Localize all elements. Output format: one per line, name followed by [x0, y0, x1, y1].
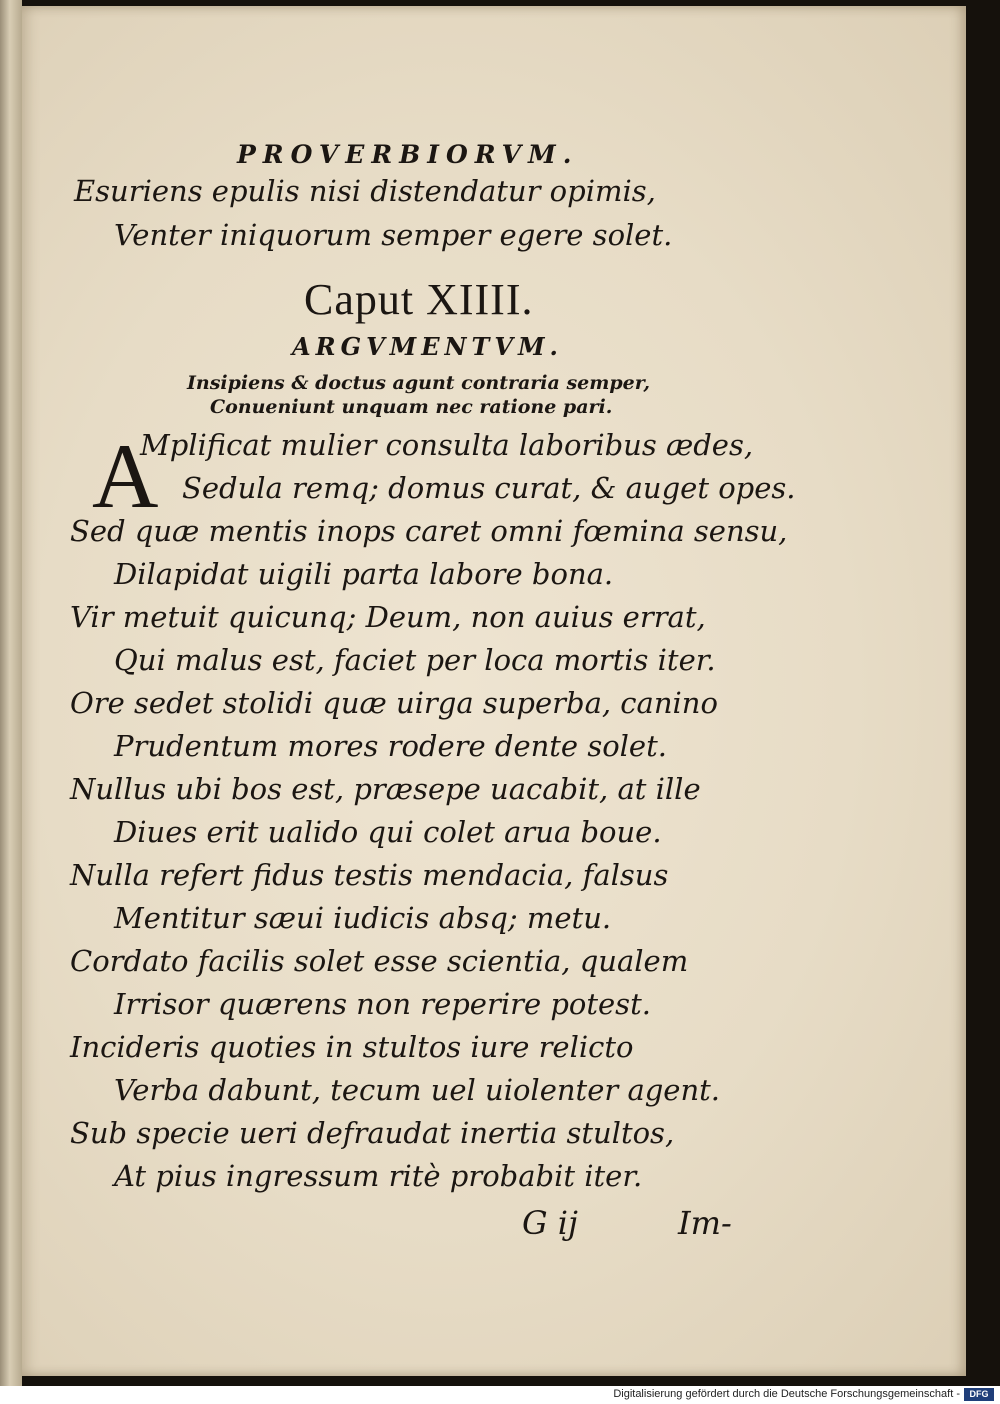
verse-line: Qui malus est, faciet per loca mortis iter. — [114, 643, 716, 677]
argumentum-line: Insipiens & doctus agunt contraria semper, — [187, 372, 650, 394]
verse-line: Sub specie ueri defraudat inertia stultos, — [70, 1116, 675, 1150]
verse-line: Sedula remq; domus curat, & auget opes. — [182, 471, 796, 505]
verse-line: Esuriens epulis nisi distendatur opimis, — [74, 174, 656, 208]
catchword: Im- — [678, 1204, 732, 1242]
binding-edge — [0, 0, 22, 1386]
argumentum-line: Conueniunt unquam nec ratione pari. — [210, 396, 613, 418]
verse-line: Verba dabunt, tecum uel uiolenter agent. — [114, 1073, 721, 1107]
verse-line: Prudentum mores rodere dente solet. — [114, 729, 667, 763]
verse-line: At pius ingressum ritè probabit iter. — [114, 1159, 643, 1193]
verse-line: Incideris quoties in stultos iure relicto — [70, 1030, 634, 1064]
verse-line: Nullus ubi bos est, præsepe uacabit, at ille — [70, 772, 701, 806]
signature-mark: G ij — [522, 1204, 578, 1242]
verse-line: Venter iniquorum semper egere solet. — [114, 218, 673, 252]
drop-cap: A — [92, 425, 159, 527]
footer-credit: Digitalisierung gefördert durch die Deutsche Forschungsgemeinschaft - — [613, 1388, 960, 1400]
argumentum-heading: ARGVMENTVM. — [292, 332, 563, 361]
verse-line: Vir metuit quicunq; Deum, non auius errat, — [70, 600, 706, 634]
verse-line: Mentitur sæui iudicis absq; metu. — [114, 901, 612, 935]
verse-line: Irrisor quærens non reperire potest. — [114, 987, 651, 1021]
verse-line: Dilapidat uigili parta labore bona. — [114, 557, 614, 591]
verse-line: Sed quæ mentis inops caret omni fœmina sensu, — [70, 514, 788, 548]
dfg-logo: DFG — [964, 1388, 994, 1401]
chapter-title: Caput XIIII. — [304, 275, 534, 324]
running-head: PROVERBIORVM. — [237, 140, 579, 169]
verse-line: Diues erit ualido qui colet arua boue. — [114, 815, 662, 849]
verse-line: Mplificat mulier consulta laboribus ædes, — [140, 428, 754, 462]
verse-line: Nulla refert fidus testis mendacia, falsus — [70, 858, 669, 892]
book-page — [22, 6, 966, 1376]
verse-line: Ore sedet stolidi quæ uirga superba, canino — [70, 686, 718, 720]
verse-line: Cordato facilis solet esse scientia, qualem — [70, 944, 689, 978]
